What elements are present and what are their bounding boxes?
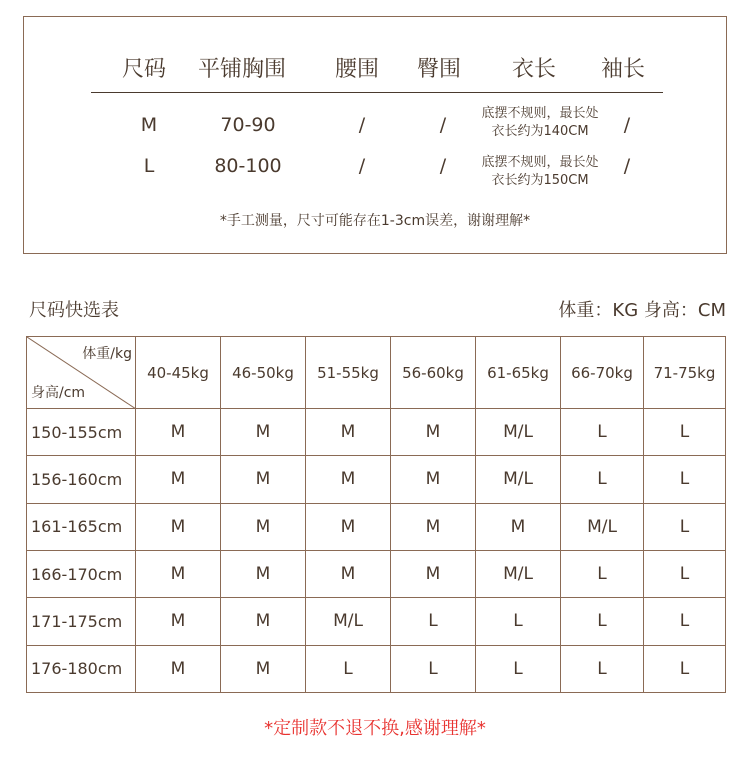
- height-row-header: 161-165cm: [27, 503, 136, 550]
- size-m: M: [140, 114, 158, 136]
- size-cell: L: [561, 645, 644, 692]
- size-cell: L: [476, 598, 561, 645]
- size-cell: M/L: [476, 456, 561, 503]
- height-row-header: 176-180cm: [27, 645, 136, 692]
- length-l: [481, 154, 598, 190]
- size-cell: M: [136, 409, 221, 456]
- height-row-header: 150-155cm: [27, 409, 136, 456]
- weight-col-header: 56-60kg: [391, 337, 476, 409]
- corner-cell: [27, 337, 136, 409]
- header-waist: 腰围: [335, 57, 380, 82]
- size-cell: M: [391, 409, 476, 456]
- height-row-header: 171-175cm: [27, 598, 136, 645]
- quick-table-title: 尺码快选表: [29, 300, 119, 321]
- size-cell: M: [221, 409, 306, 456]
- weight-col-header: 71-75kg: [644, 337, 726, 409]
- size-cell: M/L: [561, 503, 644, 550]
- size-cell: M: [221, 503, 306, 550]
- weight-col-header: 61-65kg: [476, 337, 561, 409]
- measurement-footnote: *手工测量，尺寸可能存在1-3cm误差，谢谢理解*: [219, 213, 531, 229]
- weight-col-header: 66-70kg: [561, 337, 644, 409]
- header-sleeve: 袖长: [601, 57, 646, 82]
- size-cell: L: [644, 550, 726, 597]
- size-cell: L: [476, 645, 561, 692]
- size-cell: L: [644, 645, 726, 692]
- sleeve-l: /: [623, 155, 631, 177]
- header-length: 衣长: [512, 57, 557, 82]
- size-cell: M: [136, 550, 221, 597]
- size-cell: M/L: [476, 409, 561, 456]
- size-cell: M: [306, 503, 391, 550]
- size-cell: L: [391, 645, 476, 692]
- size-cell: M: [391, 503, 476, 550]
- no-return-notice: *定制款不退不换,感谢理解*: [264, 718, 486, 739]
- size-cell: M: [391, 456, 476, 503]
- length-l-line1: 底摆不规则，最长处: [481, 155, 599, 170]
- size-cell: M: [306, 409, 391, 456]
- height-row-header: 156-160cm: [27, 456, 136, 503]
- size-cell: L: [644, 409, 726, 456]
- header-divider: [91, 92, 663, 93]
- hip-m: /: [439, 114, 447, 136]
- length-m-line2: 衣长约为140CM: [491, 124, 589, 139]
- size-cell: M/L: [306, 598, 391, 645]
- size-cell: M: [136, 456, 221, 503]
- corner-height-label: 身高/cm: [31, 385, 86, 401]
- size-cell: L: [561, 598, 644, 645]
- size-cell: M: [221, 456, 306, 503]
- corner-weight-label: 体重/kg: [82, 346, 132, 362]
- waist-m: /: [358, 114, 366, 136]
- weight-col-header: 51-55kg: [306, 337, 391, 409]
- quick-table-units: 体重：KG 身高：CM: [558, 300, 726, 321]
- header-hip: 臀围: [417, 57, 462, 82]
- size-cell: M: [391, 550, 476, 597]
- table-row: [27, 550, 726, 597]
- table-row: [27, 598, 726, 645]
- length-l-line2: 衣长约为150CM: [491, 173, 589, 188]
- size-quick-table: [26, 336, 726, 693]
- size-cell: M: [476, 503, 561, 550]
- size-cell: M: [306, 550, 391, 597]
- size-cell: L: [391, 598, 476, 645]
- size-cell: M: [221, 550, 306, 597]
- size-cell: M: [136, 645, 221, 692]
- table-row: [27, 503, 726, 550]
- chest-l: 80-100: [214, 155, 282, 177]
- weight-header-row: [27, 337, 726, 409]
- size-cell: L: [644, 456, 726, 503]
- size-cell: L: [644, 503, 726, 550]
- size-cell: L: [306, 645, 391, 692]
- size-l: L: [143, 155, 155, 177]
- size-cell: M/L: [476, 550, 561, 597]
- chest-m: 70-90: [220, 114, 276, 136]
- height-row-header: 166-170cm: [27, 550, 136, 597]
- size-cell: L: [561, 550, 644, 597]
- size-cell: M: [136, 503, 221, 550]
- table-row: [27, 645, 726, 692]
- length-m: [481, 105, 598, 141]
- size-cell: M: [136, 598, 221, 645]
- waist-l: /: [358, 155, 366, 177]
- length-m-line1: 底摆不规则，最长处: [481, 106, 599, 121]
- sleeve-m: /: [623, 114, 631, 136]
- weight-col-header: 46-50kg: [221, 337, 306, 409]
- size-cell: L: [561, 456, 644, 503]
- size-cell: L: [561, 409, 644, 456]
- size-cell: L: [644, 598, 726, 645]
- header-chest: 平铺胸围: [198, 57, 287, 82]
- size-cell: M: [221, 645, 306, 692]
- header-size: 尺码: [122, 57, 167, 82]
- table-row: [27, 456, 726, 503]
- size-cell: M: [306, 456, 391, 503]
- table-row: [27, 409, 726, 456]
- size-cell: M: [221, 598, 306, 645]
- hip-l: /: [439, 155, 447, 177]
- weight-col-header: 40-45kg: [136, 337, 221, 409]
